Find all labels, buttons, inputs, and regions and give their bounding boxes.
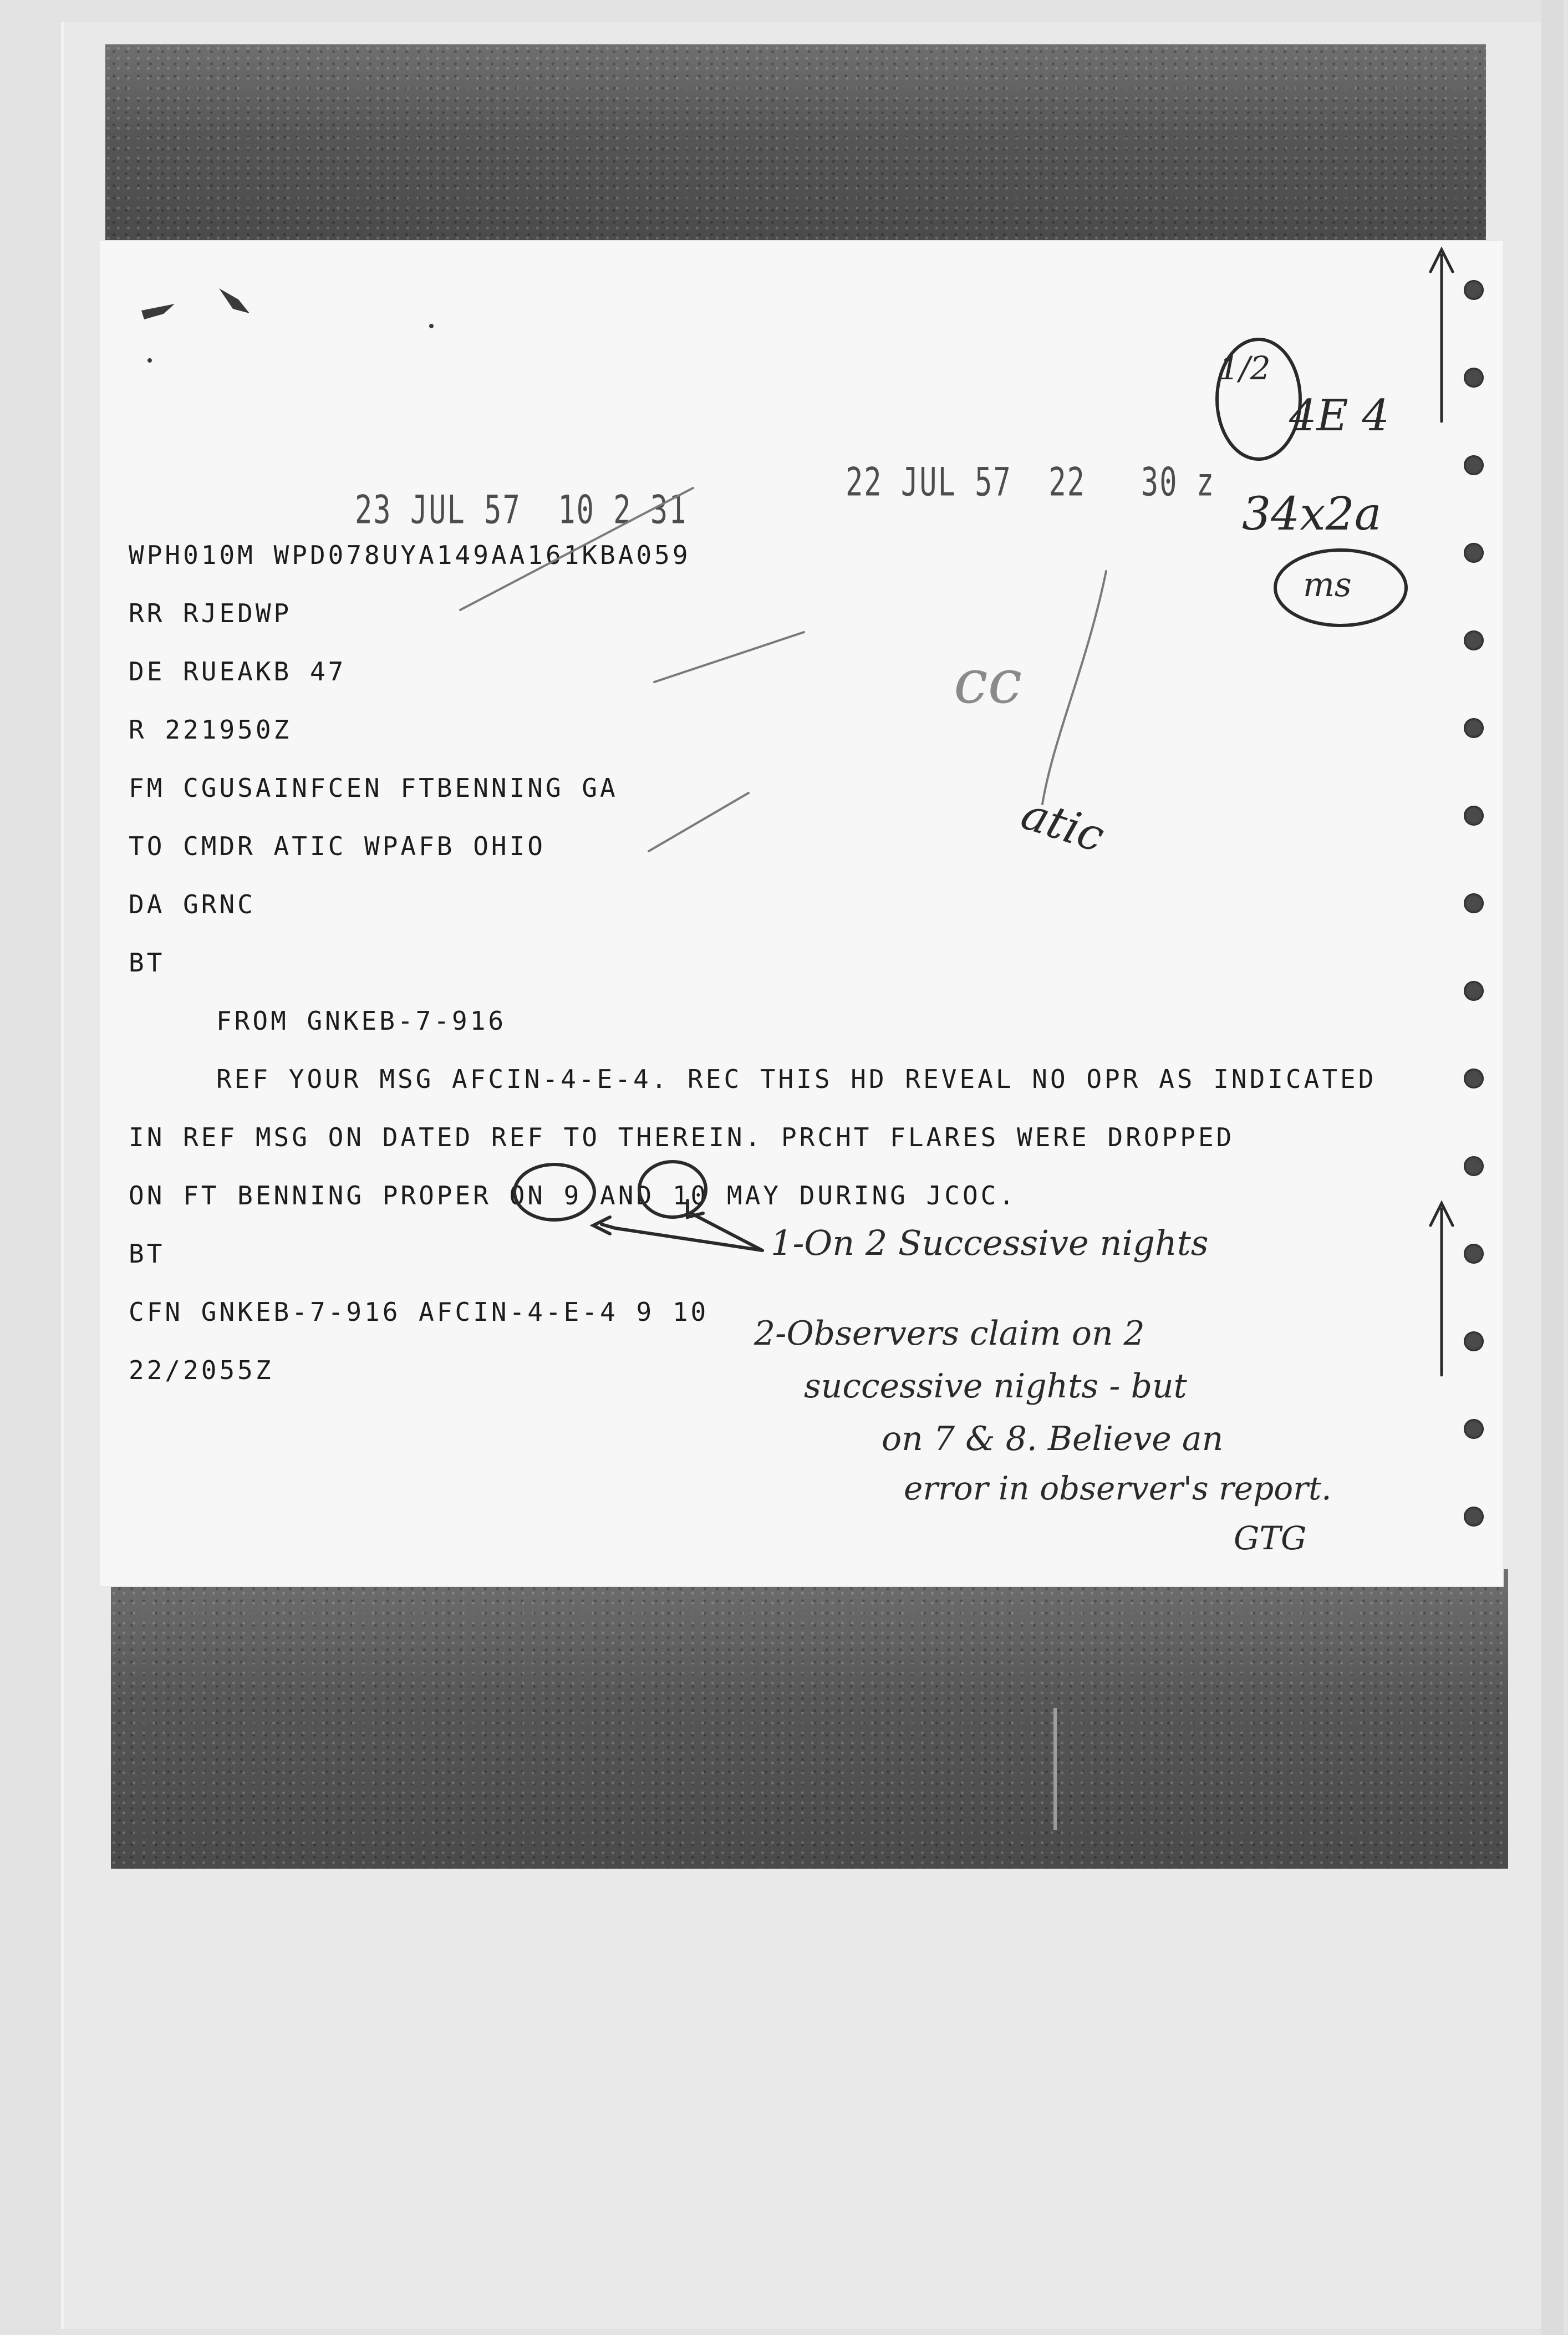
received-stamp: 23 JUL 57 10 2 31 <box>355 488 688 533</box>
da-line: DA GRNC <box>129 889 256 919</box>
body-line-3: ON FT BENNING PROPER ON 9 AND 10 MAY DURING JCOC. <box>129 1181 1017 1210</box>
ref-code: 34x2a <box>1242 488 1382 541</box>
note-2-line-4: error in observer's report. <box>904 1469 1332 1507</box>
note-2-line-2: successive nights - but <box>804 1367 1187 1406</box>
circle-around-initials <box>1275 550 1406 625</box>
routing-line: WPH010M WPD078UYA149AA161KBA059 <box>129 540 691 570</box>
note-1: 1-On 2 Successive nights <box>771 1223 1209 1263</box>
precedence-line: RR RJEDWP <box>129 598 292 628</box>
cc-mark: cc <box>954 646 1022 717</box>
circle-around-10 <box>639 1162 706 1217</box>
pin-feed-holes <box>1464 280 1480 1522</box>
note-2-line-3: on 7 & 8. Believe an <box>882 1420 1224 1458</box>
atic-note: atic <box>1015 787 1111 862</box>
body-line-1: REF YOUR MSG AFCIN-4-E-4. REC THIS HD REVEAL NO OPR AS INDICATED <box>216 1064 1377 1094</box>
break-line: BT <box>129 948 165 978</box>
initials: GTG <box>1234 1519 1307 1557</box>
time-line: 22/2055Z <box>129 1355 274 1385</box>
circle-around-digits <box>1217 339 1300 459</box>
note-2-line-1: 2-Observers claim on 2 <box>754 1314 1145 1353</box>
from-ref-line: FROM GNKEB-7-916 <box>216 1006 507 1036</box>
cfn-line: CFN GNKEB-7-916 AFCIN-4-E-4 9 10 <box>129 1297 709 1327</box>
dtg-line: R 221950Z <box>129 715 292 745</box>
from-line: FM CGUSAINFCEN FTBENNING GA <box>129 773 618 803</box>
circle-around-9 <box>515 1164 594 1220</box>
to-line: TO CMDR ATIC WPAFB OHIO <box>129 831 546 861</box>
circled-initials: ms <box>1303 566 1352 604</box>
sent-stamp: 22 JUL 57 22 30 z <box>846 460 1215 505</box>
break-line-2: BT <box>129 1239 165 1269</box>
file-code: 4E 4 <box>1289 391 1389 441</box>
body-line-2: IN REF MSG ON DATED REF TO THEREIN. PRCHT FLARES WERE DROPPED <box>129 1122 1235 1152</box>
circled-digits: 1/2 <box>1219 349 1271 387</box>
station-line: DE RUEAKB 47 <box>129 657 347 686</box>
